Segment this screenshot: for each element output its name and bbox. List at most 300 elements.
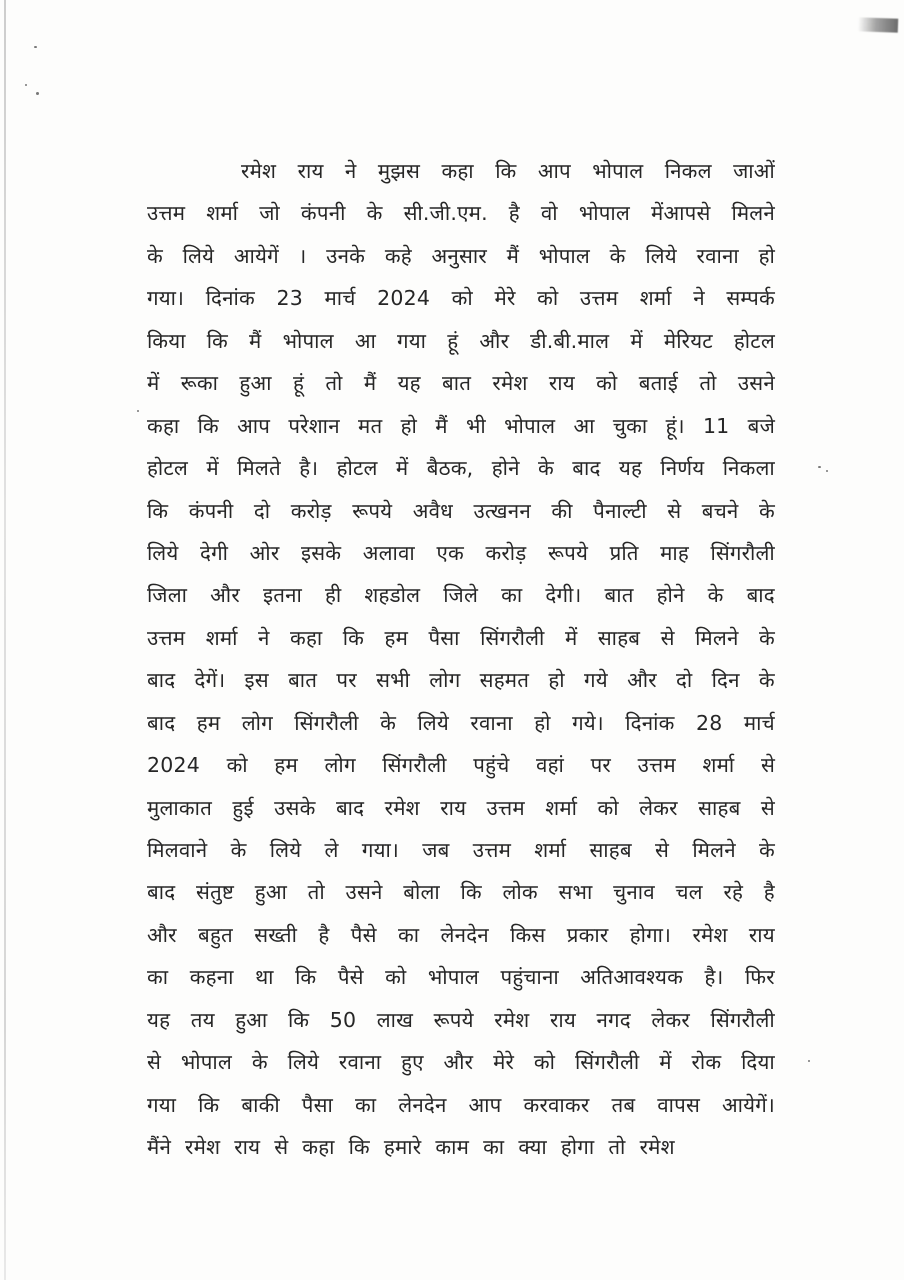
word: हूं। bbox=[665, 413, 685, 438]
text-line bbox=[147, 362, 775, 404]
text-line bbox=[147, 871, 775, 913]
text-line bbox=[147, 405, 775, 447]
word: पैसा bbox=[428, 625, 460, 650]
word: इस bbox=[244, 668, 269, 693]
word: किस bbox=[510, 922, 546, 947]
word: उसने bbox=[737, 371, 775, 396]
text-line bbox=[147, 787, 775, 829]
word: ले bbox=[324, 838, 339, 862]
word: परेशान bbox=[288, 413, 340, 438]
word: बाद bbox=[147, 710, 176, 735]
word: बात bbox=[442, 371, 472, 396]
text-line bbox=[147, 490, 775, 532]
word: मिलवाने bbox=[147, 838, 208, 862]
word: के bbox=[366, 201, 383, 226]
word: बाकी bbox=[241, 1092, 280, 1117]
text-line bbox=[147, 659, 775, 701]
word: कंपनी bbox=[300, 201, 346, 226]
word: शर्मा bbox=[545, 795, 578, 820]
word: का bbox=[501, 583, 523, 608]
text-line bbox=[147, 1084, 775, 1126]
word: करोड़ bbox=[290, 498, 332, 523]
word: है। bbox=[299, 456, 319, 481]
word: के bbox=[251, 1050, 268, 1075]
word: तो bbox=[325, 371, 343, 396]
text-line bbox=[147, 192, 775, 234]
word: मुझस bbox=[377, 159, 421, 183]
text-line bbox=[147, 829, 775, 871]
word: सभा bbox=[558, 880, 593, 905]
word: हुआ bbox=[254, 880, 287, 905]
word: लोग bbox=[324, 753, 356, 778]
word: दिनांक bbox=[625, 710, 675, 735]
word: साहब bbox=[589, 838, 632, 862]
scan-smudge bbox=[858, 17, 898, 32]
word: कि bbox=[495, 159, 517, 183]
word: सख्ती bbox=[254, 922, 298, 947]
word: हम bbox=[274, 753, 298, 778]
word: अतिआवश्यक bbox=[580, 965, 684, 990]
word: गये bbox=[584, 668, 608, 693]
word: उसने bbox=[345, 880, 383, 905]
word: नगद bbox=[596, 1007, 631, 1032]
word: पैनाल्टी bbox=[593, 498, 647, 523]
word: लोग bbox=[241, 710, 273, 735]
word: और bbox=[479, 328, 510, 353]
word: इसके bbox=[300, 540, 342, 565]
word: 28 bbox=[695, 710, 723, 735]
word: भोपाल bbox=[538, 243, 590, 268]
word: से bbox=[660, 625, 675, 650]
word: से bbox=[667, 498, 682, 523]
word: बाद bbox=[335, 795, 365, 820]
word: रमेश bbox=[185, 1135, 221, 1160]
word: लेकर bbox=[651, 1007, 691, 1032]
word: बजे bbox=[747, 413, 775, 438]
word: और bbox=[210, 583, 240, 608]
word: और bbox=[443, 1050, 474, 1075]
word: यह bbox=[618, 456, 643, 481]
word: से bbox=[760, 753, 775, 778]
word: राय bbox=[297, 159, 324, 183]
scan-speck bbox=[826, 470, 828, 472]
word: कि bbox=[147, 498, 169, 523]
word: आयेगें bbox=[233, 243, 279, 268]
scan-speck bbox=[34, 46, 37, 48]
word: देगी bbox=[200, 540, 229, 565]
word: बताई bbox=[638, 371, 679, 396]
word: कंपनी bbox=[188, 498, 234, 523]
word: के bbox=[538, 456, 554, 481]
word: को bbox=[537, 286, 559, 311]
word: भोपाल bbox=[504, 413, 556, 438]
word: में bbox=[147, 371, 160, 396]
text-line bbox=[147, 914, 775, 956]
word: शर्मा bbox=[702, 753, 735, 778]
text-line bbox=[147, 999, 775, 1041]
word: आप bbox=[468, 1092, 502, 1117]
word: पैसे bbox=[337, 965, 364, 990]
word: है bbox=[318, 922, 330, 947]
word: लेनदेन bbox=[398, 1092, 447, 1117]
word: ने bbox=[344, 159, 357, 183]
word: हम bbox=[384, 625, 409, 650]
word: संतुष्ट bbox=[195, 880, 235, 905]
word: देगें। bbox=[194, 668, 226, 693]
word: लिये bbox=[645, 243, 677, 268]
word: था bbox=[255, 965, 274, 990]
word: कहे bbox=[384, 243, 412, 268]
word: सभी bbox=[376, 668, 411, 693]
scan-speck bbox=[137, 410, 139, 412]
word: रूपये bbox=[352, 498, 393, 523]
word: कि bbox=[206, 328, 228, 353]
word: 2024 bbox=[377, 286, 431, 311]
word: में bbox=[659, 1050, 672, 1075]
word: को bbox=[385, 965, 407, 990]
word: कि bbox=[348, 1135, 370, 1160]
word: किया bbox=[147, 328, 186, 353]
word: भोपाल bbox=[592, 159, 644, 183]
word: मिलने bbox=[695, 625, 739, 650]
word: के bbox=[609, 243, 626, 268]
word: रवाना bbox=[470, 710, 513, 735]
word: तो bbox=[608, 1135, 626, 1160]
word: तब bbox=[611, 1092, 636, 1117]
word: रहे bbox=[723, 880, 744, 905]
word: सिंगरौली bbox=[710, 1007, 775, 1032]
word: दिया bbox=[741, 1050, 775, 1075]
word: शर्मा bbox=[639, 286, 672, 311]
word: पैसे bbox=[350, 922, 377, 947]
word: के bbox=[758, 498, 775, 523]
word: उत्तम bbox=[147, 201, 186, 226]
word: के bbox=[758, 668, 775, 693]
word: रवाना bbox=[338, 1050, 382, 1075]
word: दो bbox=[253, 498, 271, 523]
word: । bbox=[298, 243, 307, 268]
word: पर bbox=[590, 753, 612, 778]
word: के bbox=[758, 625, 775, 650]
word: कि bbox=[197, 413, 219, 438]
word: मार्च bbox=[324, 286, 356, 311]
word: पहुंचे bbox=[473, 753, 510, 778]
word: मैं bbox=[506, 243, 520, 268]
word: उत्तम bbox=[637, 753, 676, 778]
word: लिये bbox=[182, 243, 215, 268]
word: लोक bbox=[502, 880, 538, 905]
word: आ bbox=[354, 328, 376, 353]
word: उत्तम bbox=[579, 286, 619, 311]
text-line bbox=[147, 1126, 775, 1168]
word: रमेश bbox=[639, 1135, 675, 1160]
word: से bbox=[655, 838, 670, 862]
scan-speck bbox=[808, 1060, 810, 1062]
word: होटल bbox=[733, 328, 775, 353]
word: मिलने bbox=[731, 201, 775, 226]
word: तो bbox=[699, 371, 717, 396]
word: रूपये bbox=[433, 1007, 474, 1032]
word: उसके bbox=[274, 795, 316, 820]
word: पहुंचाना bbox=[500, 965, 559, 990]
word: बैठक, bbox=[426, 456, 474, 481]
word: रमेश bbox=[494, 1007, 530, 1032]
word: हमारे bbox=[383, 1135, 422, 1160]
word: लेनदेन bbox=[440, 922, 489, 947]
word: 11 bbox=[702, 413, 730, 438]
text-line bbox=[147, 956, 775, 998]
word: हो bbox=[534, 710, 551, 735]
word: राय bbox=[548, 371, 575, 396]
word: मेरे bbox=[493, 1050, 515, 1075]
word: निकला bbox=[722, 456, 775, 481]
word: है। bbox=[704, 965, 724, 990]
word: प्रति bbox=[609, 540, 639, 565]
word: गया। bbox=[147, 286, 185, 311]
word: हुई bbox=[232, 795, 254, 820]
word: गया bbox=[147, 1092, 177, 1117]
word: जाओं bbox=[733, 159, 775, 183]
scan-speck bbox=[818, 466, 821, 468]
word: साहब bbox=[597, 625, 641, 650]
word: राय bbox=[549, 1007, 576, 1032]
word: कि bbox=[295, 965, 317, 990]
word: मुलाकात bbox=[147, 795, 213, 820]
word: जो bbox=[259, 201, 280, 226]
word: जिला bbox=[147, 583, 188, 608]
word: को bbox=[451, 286, 473, 311]
word: आप bbox=[537, 159, 571, 183]
word: फिर bbox=[744, 965, 775, 990]
word: यह bbox=[397, 371, 421, 396]
word: और bbox=[627, 668, 657, 693]
word: देगी। bbox=[545, 583, 582, 608]
word: हुआ bbox=[239, 371, 272, 396]
word: और bbox=[147, 922, 177, 947]
word: निर्णय bbox=[660, 456, 705, 481]
word: सिंगरौली bbox=[710, 540, 775, 565]
word: जब bbox=[422, 838, 450, 862]
word: का bbox=[354, 1092, 377, 1117]
word: लोग bbox=[429, 668, 461, 693]
word: में bbox=[564, 625, 578, 650]
word: बचने bbox=[701, 498, 739, 523]
word: साहब bbox=[698, 795, 741, 820]
word: भोपाल bbox=[282, 328, 334, 353]
word: मत bbox=[358, 413, 383, 438]
word: सिंगरौली bbox=[480, 625, 545, 650]
word: हूं bbox=[292, 371, 305, 396]
word: आ bbox=[573, 413, 595, 438]
word: प्रकार bbox=[566, 922, 609, 947]
word: को bbox=[226, 753, 248, 778]
word: होगा। bbox=[629, 922, 672, 947]
word: कि bbox=[287, 1007, 310, 1032]
word: काम bbox=[435, 1135, 470, 1160]
word: कि bbox=[342, 625, 365, 650]
word: से bbox=[274, 1135, 289, 1160]
text-line bbox=[147, 574, 775, 616]
word: का bbox=[397, 922, 420, 947]
word: शहडोल bbox=[364, 583, 421, 608]
word: बोला bbox=[403, 880, 440, 905]
word: रूका bbox=[180, 371, 219, 396]
word: हूं bbox=[447, 328, 459, 353]
text-line bbox=[147, 1041, 775, 1083]
word: राय bbox=[748, 922, 775, 947]
word: हो bbox=[400, 413, 418, 438]
text-line bbox=[147, 532, 775, 574]
word: कहा bbox=[147, 413, 180, 438]
word: मिलने bbox=[692, 838, 736, 862]
word: होटल bbox=[336, 456, 378, 481]
word: क्या bbox=[518, 1135, 547, 1160]
word: गया। bbox=[361, 838, 399, 862]
scan-speck bbox=[25, 84, 27, 86]
word: यह bbox=[147, 1007, 171, 1032]
word: तो bbox=[307, 880, 325, 905]
word: 23 bbox=[276, 286, 303, 311]
word: को bbox=[597, 795, 619, 820]
word: चुका bbox=[612, 413, 648, 438]
word: ओर bbox=[249, 540, 280, 565]
word: शर्मा bbox=[206, 201, 239, 226]
word: बहुत bbox=[198, 922, 233, 947]
word: होने bbox=[656, 583, 685, 608]
word: ने bbox=[693, 286, 705, 311]
word: मिलते bbox=[237, 456, 281, 481]
word: दो bbox=[676, 668, 693, 693]
word: 50 bbox=[329, 1007, 357, 1032]
word: भोपाल bbox=[578, 201, 630, 226]
word: भोपाल bbox=[427, 965, 480, 990]
word: अवैध bbox=[412, 498, 453, 523]
word: रवाना bbox=[696, 243, 739, 268]
word: ने bbox=[258, 625, 270, 650]
word: का bbox=[483, 1135, 505, 1160]
word: हुआ bbox=[235, 1007, 268, 1032]
word: सिंगरौली bbox=[294, 710, 359, 735]
word: लाख bbox=[376, 1007, 414, 1032]
word: सिंगरौली bbox=[574, 1050, 640, 1075]
word: उत्तम bbox=[472, 838, 512, 862]
word: से bbox=[760, 795, 775, 820]
word: कहा bbox=[290, 625, 323, 650]
word: उत्तम bbox=[147, 625, 186, 650]
text-line bbox=[147, 235, 775, 277]
page-left-edge-shadow bbox=[4, 0, 6, 1280]
word: अनुसार bbox=[431, 243, 487, 268]
word: लिये bbox=[269, 838, 302, 862]
word: रमेश bbox=[692, 922, 728, 947]
document-body bbox=[147, 150, 775, 1169]
text-line bbox=[147, 744, 775, 786]
text-line bbox=[147, 447, 775, 489]
word: शर्मा bbox=[534, 838, 567, 862]
word: रोक bbox=[691, 1050, 722, 1075]
word: सम्पर्क bbox=[726, 286, 775, 311]
word: होटल bbox=[147, 456, 189, 481]
word: कहा bbox=[441, 159, 474, 183]
word: भोपाल bbox=[180, 1050, 233, 1075]
word: में bbox=[630, 328, 643, 353]
word: मेरियट bbox=[663, 328, 713, 353]
word: करोड़ bbox=[485, 540, 527, 565]
word: हुए bbox=[401, 1050, 424, 1075]
text-line bbox=[147, 150, 775, 192]
word: भी bbox=[465, 413, 486, 438]
word: शर्मा bbox=[205, 625, 238, 650]
word: बाद bbox=[572, 456, 601, 481]
word: से bbox=[147, 1050, 162, 1075]
word: मार्च bbox=[743, 710, 775, 735]
word: वापस bbox=[657, 1092, 701, 1117]
word: ही bbox=[325, 583, 342, 608]
word: लिये bbox=[147, 540, 179, 565]
word: बाद bbox=[147, 880, 176, 905]
word: बात bbox=[288, 668, 318, 693]
word: में bbox=[206, 456, 219, 481]
word: पर bbox=[336, 668, 357, 693]
word: उनके bbox=[326, 243, 366, 268]
word: जिले bbox=[443, 583, 479, 608]
word: लिये bbox=[287, 1050, 320, 1075]
word: आयेगें। bbox=[721, 1092, 775, 1117]
word: एक bbox=[436, 540, 464, 565]
text-line bbox=[147, 320, 775, 362]
word: मेंआपसे bbox=[651, 201, 711, 226]
word: सिंगरौली bbox=[382, 753, 447, 778]
word: मैंने bbox=[147, 1135, 172, 1160]
word: चल bbox=[675, 880, 703, 905]
word: वहां bbox=[536, 753, 564, 778]
word: करवाकर bbox=[523, 1092, 590, 1117]
word: बाद bbox=[147, 668, 176, 693]
word: के bbox=[147, 243, 163, 268]
word: हम bbox=[196, 710, 221, 735]
scan-speck bbox=[36, 92, 39, 95]
word: है bbox=[508, 201, 520, 226]
word: कहा bbox=[302, 1135, 335, 1160]
word: 2024 bbox=[147, 753, 200, 778]
word: होने bbox=[491, 456, 520, 481]
word: रमेश bbox=[492, 371, 528, 396]
word: के bbox=[707, 583, 724, 608]
word: गया bbox=[397, 328, 427, 353]
word: में bbox=[395, 456, 409, 481]
word: को bbox=[533, 1050, 556, 1075]
text-line bbox=[147, 617, 775, 659]
word: मैं bbox=[435, 413, 448, 438]
word: लिये bbox=[417, 710, 449, 735]
word: चुनाव bbox=[613, 880, 655, 905]
word: निकल bbox=[664, 159, 712, 183]
word: होगा bbox=[560, 1135, 595, 1160]
word: कि bbox=[198, 1092, 220, 1117]
word: की bbox=[551, 498, 573, 523]
text-line bbox=[147, 277, 775, 319]
word: मेरे bbox=[494, 286, 516, 311]
word: बात bbox=[604, 583, 634, 608]
word: उत्तम bbox=[486, 795, 525, 820]
word: राय bbox=[234, 1135, 261, 1160]
text-line bbox=[147, 702, 775, 744]
word: उत्खनन bbox=[473, 498, 531, 523]
word: कहना bbox=[189, 965, 234, 990]
word: मैं bbox=[363, 371, 377, 396]
word: रमेश bbox=[241, 159, 277, 183]
word: के bbox=[759, 838, 775, 862]
